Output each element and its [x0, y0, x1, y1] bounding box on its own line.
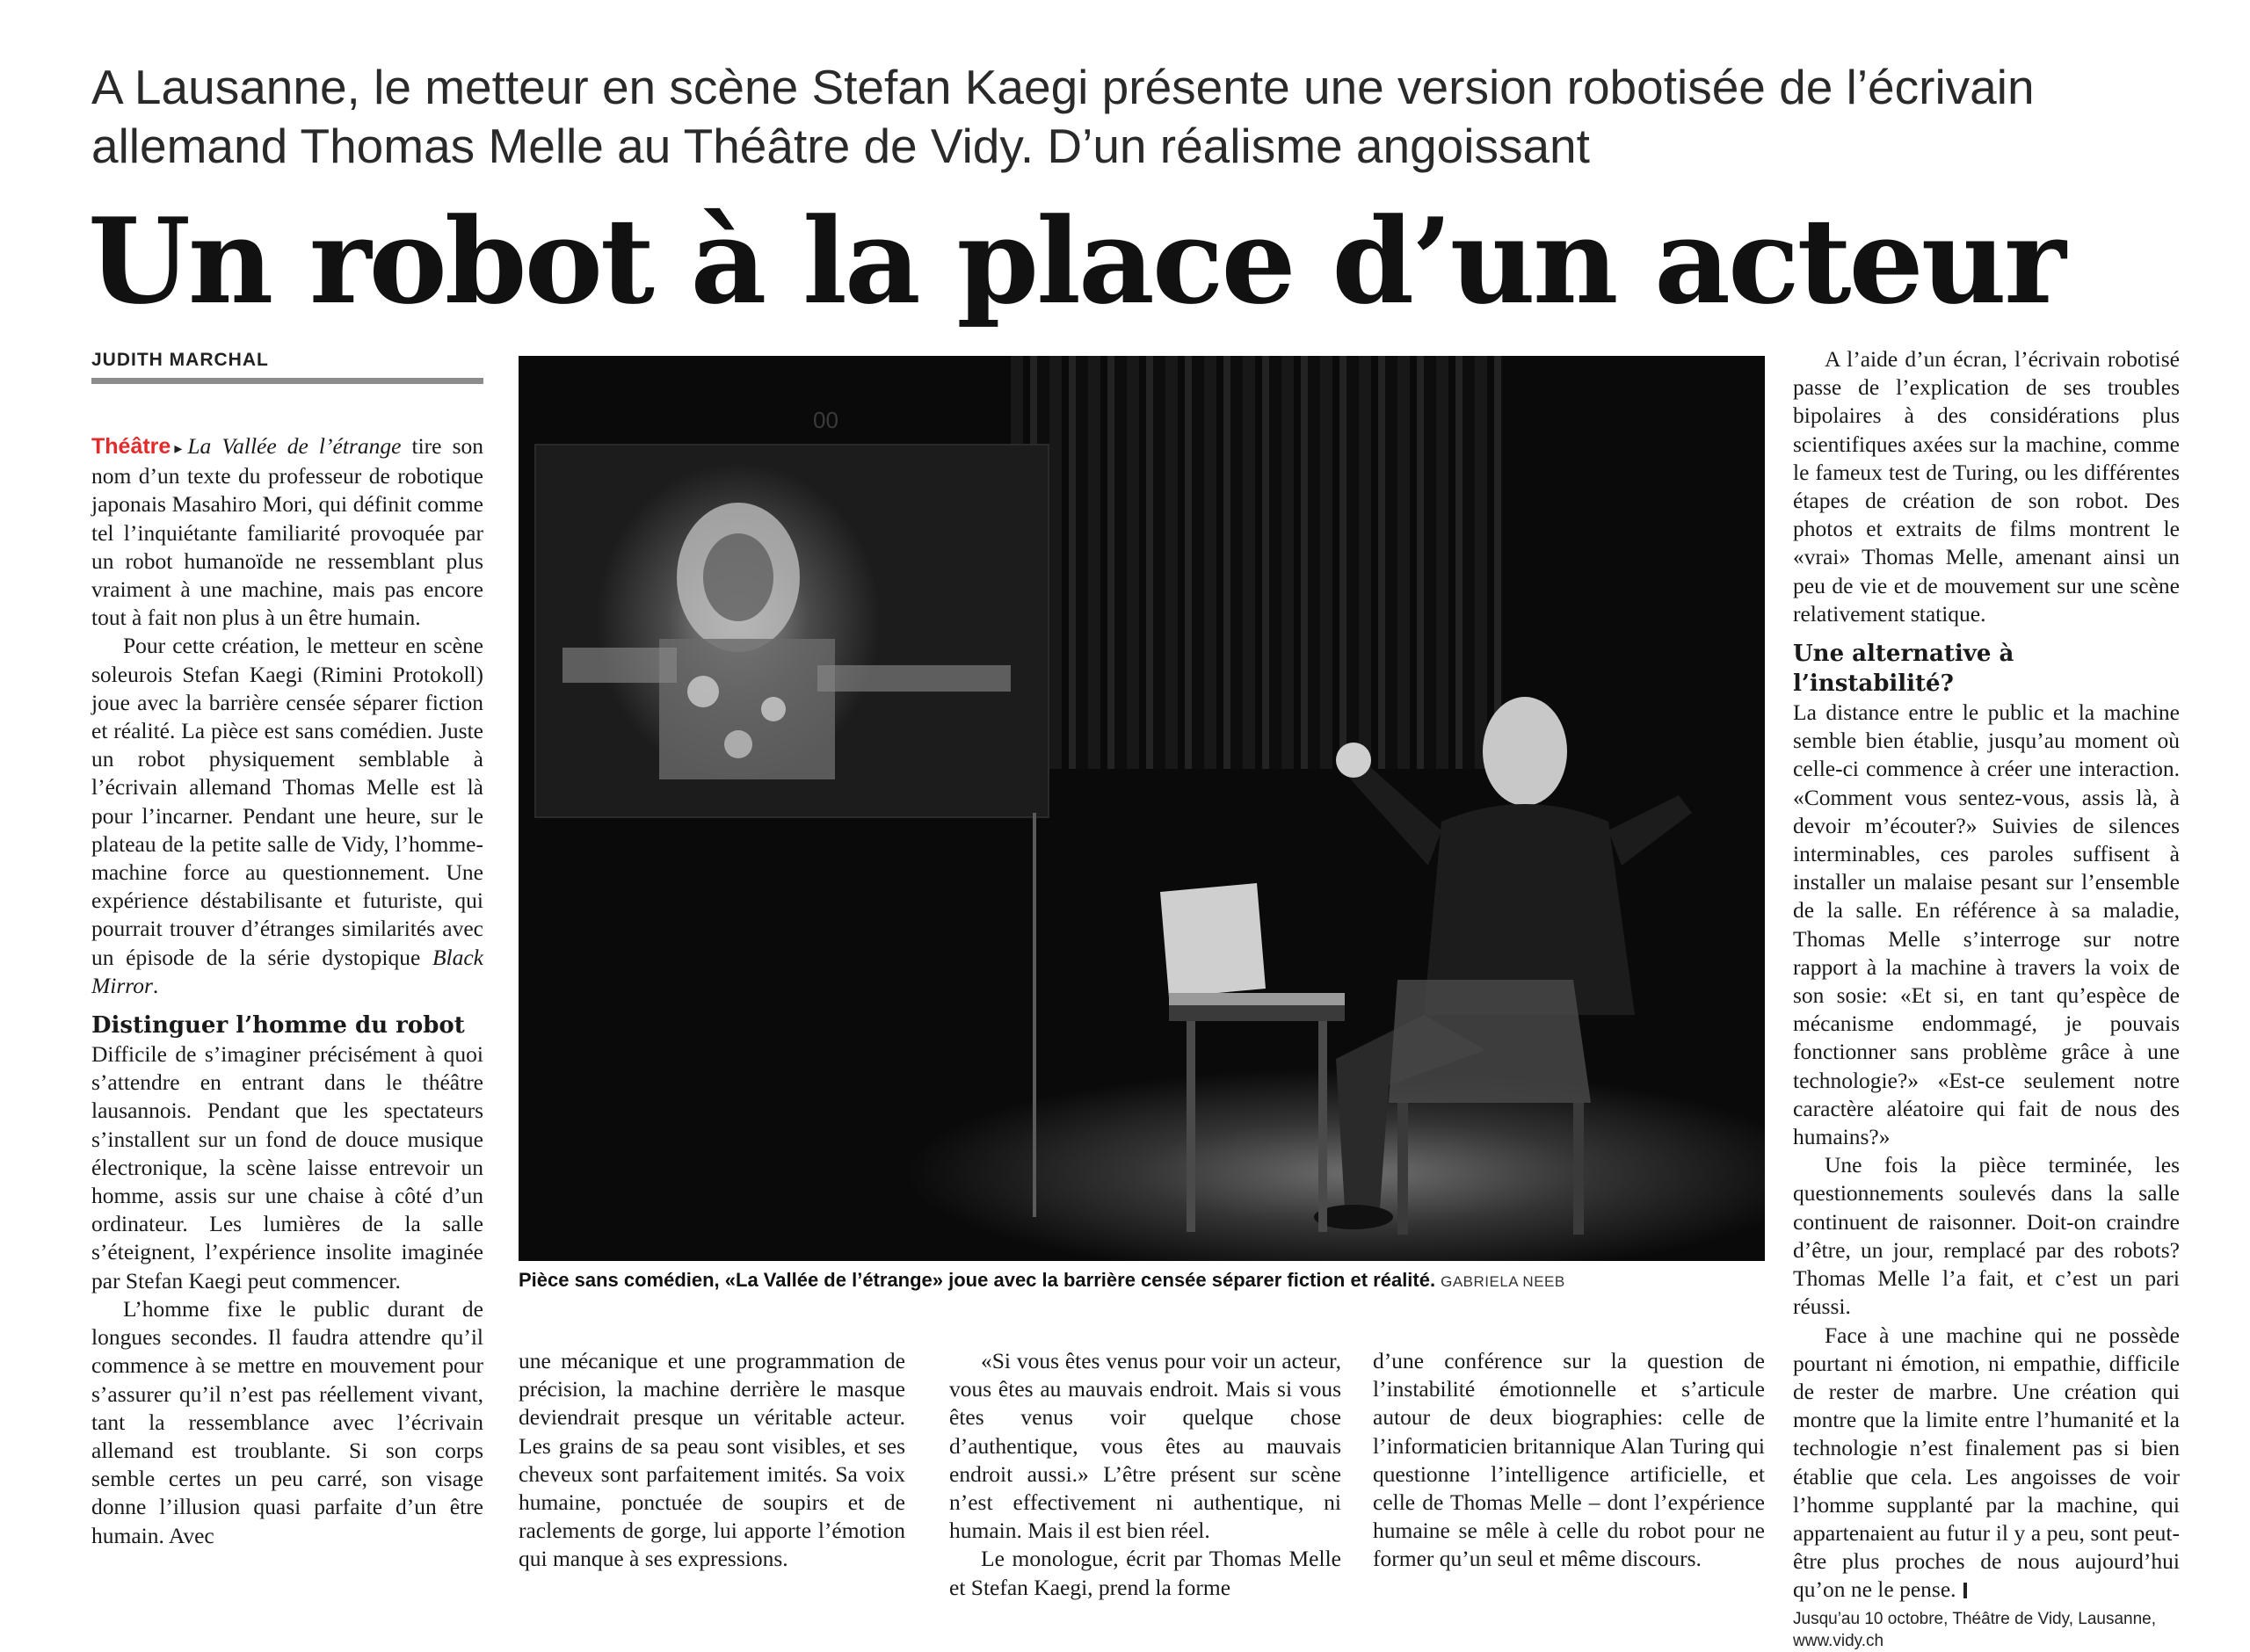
end-of-article-mark: [1963, 1583, 1967, 1598]
projection-screen: [534, 444, 1049, 818]
photo-credit: GABRIELA NEEB: [1441, 1273, 1565, 1290]
byline-rule: [91, 378, 483, 384]
paragraph: «Si vous êtes venus pour voir un acteur, vous êtes au mauvais endroit. Mais si vous êtes venus voir quelque chose d’authentique, vous êtes au mauvais endroit aussi.» L’être présent sur scène n’est effectivement ni authentique, ni humain. Mais il est bien réel.: [949, 1348, 1341, 1544]
rubric-triangle-icon: ▸: [174, 439, 183, 457]
paragraph-text: .: [152, 972, 159, 998]
lead-paragraph: [91, 432, 483, 632]
paragraph: Difficile de s’imaginer précisément à quoi s’attendre en entrant dans le théâtre lausannois. Pendant que les spectateurs s’installent sur un fond de douce musique électronique, la scène laisse entrevoir un homme, assis sur une chaise à côté d’un ordinateur. Les lumières de la salle s’éteignent, l’expérience insolite imaginée par Stefan Kaegi peut commencer.: [91, 1041, 483, 1293]
text-column-5: [1793, 345, 2180, 1652]
subheading: Une alternative à l’instabilité?: [1793, 641, 2014, 698]
paragraph: [1793, 1322, 2180, 1605]
paragraph: Le monologue, écrit par Thomas Melle et Stefan Kaegi, prend la forme: [949, 1546, 1341, 1600]
series-title: Black Mirror: [91, 944, 483, 998]
paragraph: [91, 632, 483, 1000]
article-kicker: A Lausanne, le metteur en scène Stefan Kaegi présente une version robotisée de l’écrivain allemand Thomas Melle au Théâtre de Vidy. D’un réalisme angoissant: [91, 60, 2035, 173]
paragraph-text: Face à une machine qui ne possède pourtant ni émotion, ni empathie, difficile de rester de marbre. Une création qui montre que la limite entre l’humanité et la technologie n’est finalement pas si bien établie que cela. Les angoisses de voir l’homme supplanté par la machine, qui appartenaient au futur il y a peu, sont peut-être plus proches de nous aujourd’hui qu’on ne le pense.: [1793, 1322, 2180, 1603]
article-headline: Un robot à la place d’un acteur: [88, 192, 2064, 330]
section-rubric: Théâtre: [91, 434, 171, 459]
paragraph: Une fois la pièce terminée, les questionnements soulevés dans la salle continuent de raisonner. Doit-on craindre d’être, un jour, remplacé par des robots? Thomas Melle l’a fait, et c’est un pari réussi.: [1793, 1152, 2180, 1320]
lead-text: tire son nom d’un texte du professeur de robotique japonais Masahiro Mori, qui définit comme tel l’inquiétante familiarité provoquée par un robot humanoïde ne ressemblant plus vraiment à une machine, mais pas encore tout à fait non plus à un être humain.: [91, 433, 484, 631]
paragraph: La distance entre le public et la machine semble bien établie, jusqu’au moment où celle-ci commence à créer une interaction. «Comment vous sentez-vous, assis là, à devoir m’écouter?» Suivies de silences interminables, ces paroles suffisent à installer un malaise pesant sur l’ensemble de la salle. En référence à sa maladie, Thomas Melle s’interroge sur notre rapport à la machine à travers la voix de son sosie: «Et si, en tant qu’espèce de mécanisme endommagé, je pouvais fonctionner sans problème grâce à une technologie?» «Est-ce seulement notre caractère aléatoire qui fait de nous des humains?»: [1793, 699, 2180, 1150]
paragraph-text: Pour cette création, le metteur en scène soleurois Stefan Kaegi (Rimini Protokoll) joue avec la barrière censée séparer fiction et réalité. La pièce est sans comédien. Juste un robot physiquement semblable à l’écrivain allemand Thomas Melle est là pour l’incarner. Pendant une heure, sur le plateau de la petite salle de Vidy, l’homme-machine force au questionnement. Une expérience déstabilisante et futuriste, qui pourrait trouver d’étranges similarités avec un épisode de la série dystopique: [91, 633, 483, 970]
screen-stand: [1033, 813, 1036, 1217]
paragraph: A l’aide d’un écran, l’écrivain robotisé passe de l’explication de ses troubles bipolaires à des considérations plus scientifiques axées sur la machine, comme le fameux test de Turing, ou les différentes étapes de création de son robot. Des photos et extraits de films montrent le «vrai» Thomas Melle, amenant ainsi un peu de vie et de mouvement sur une scène relativement statique.: [1793, 346, 2180, 627]
robot-mechanism-image: [536, 446, 1048, 816]
screen-label: 00: [813, 407, 838, 433]
text-column-4: [1373, 1347, 1765, 1574]
photo-caption: [519, 1267, 1765, 1295]
text-column-1: [91, 432, 483, 1550]
subheading: Distinguer l’homme du robot: [91, 1012, 465, 1040]
caption-text: Pièce sans comédien, «La Vallée de l’étrange» joue avec la barrière censée séparer fiction et réalité.: [519, 1269, 1436, 1291]
venue-info: Jusqu’au 10 octobre, Théâtre de Vidy, Lausanne, www.vidy.ch: [1793, 1609, 2157, 1650]
play-title: La Vallée de l’étrange: [187, 433, 402, 459]
stage-photo: [519, 356, 1765, 1261]
paragraph: d’une conférence sur la question de l’instabilité émotionnelle et s’articule autour de deux biographies: celle de l’informaticien britannique Alan Turing qui questionne l’intelligence artificielle, et celle de Thomas Melle – dont l’expérience humaine se mêle à celle du robot pour ne former qu’un seul et même discours.: [1373, 1348, 1765, 1572]
text-column-3: [949, 1347, 1341, 1602]
laptop-and-table: [1151, 883, 1380, 1252]
text-column-2: [519, 1347, 905, 1574]
paragraph: L’homme fixe le public durant de longues secondes. Il faudra attendre qu’il commence à se mettre en mouvement pour s’assurer qu’il n’est pas réellement vivant, tant la ressemblance avec l’écrivain allemand est troublante. Si son corps semble certes un peu carré, son visage donne l’illusion quasi parfaite d’un être humain. Avec: [91, 1295, 483, 1548]
paragraph: une mécanique et une programmation de précision, la machine derrière le masque deviendrait presque un véritable acteur. Les grains de sa peau sont visibles, et ses cheveux sont parfaitement imités. Sa voix humaine, ponctuée de soupirs et de raclements de gorge, lui apporte l’émotion qui manque à ses expressions.: [519, 1348, 905, 1572]
article-byline: JUDITH MARCHAL: [91, 350, 269, 370]
